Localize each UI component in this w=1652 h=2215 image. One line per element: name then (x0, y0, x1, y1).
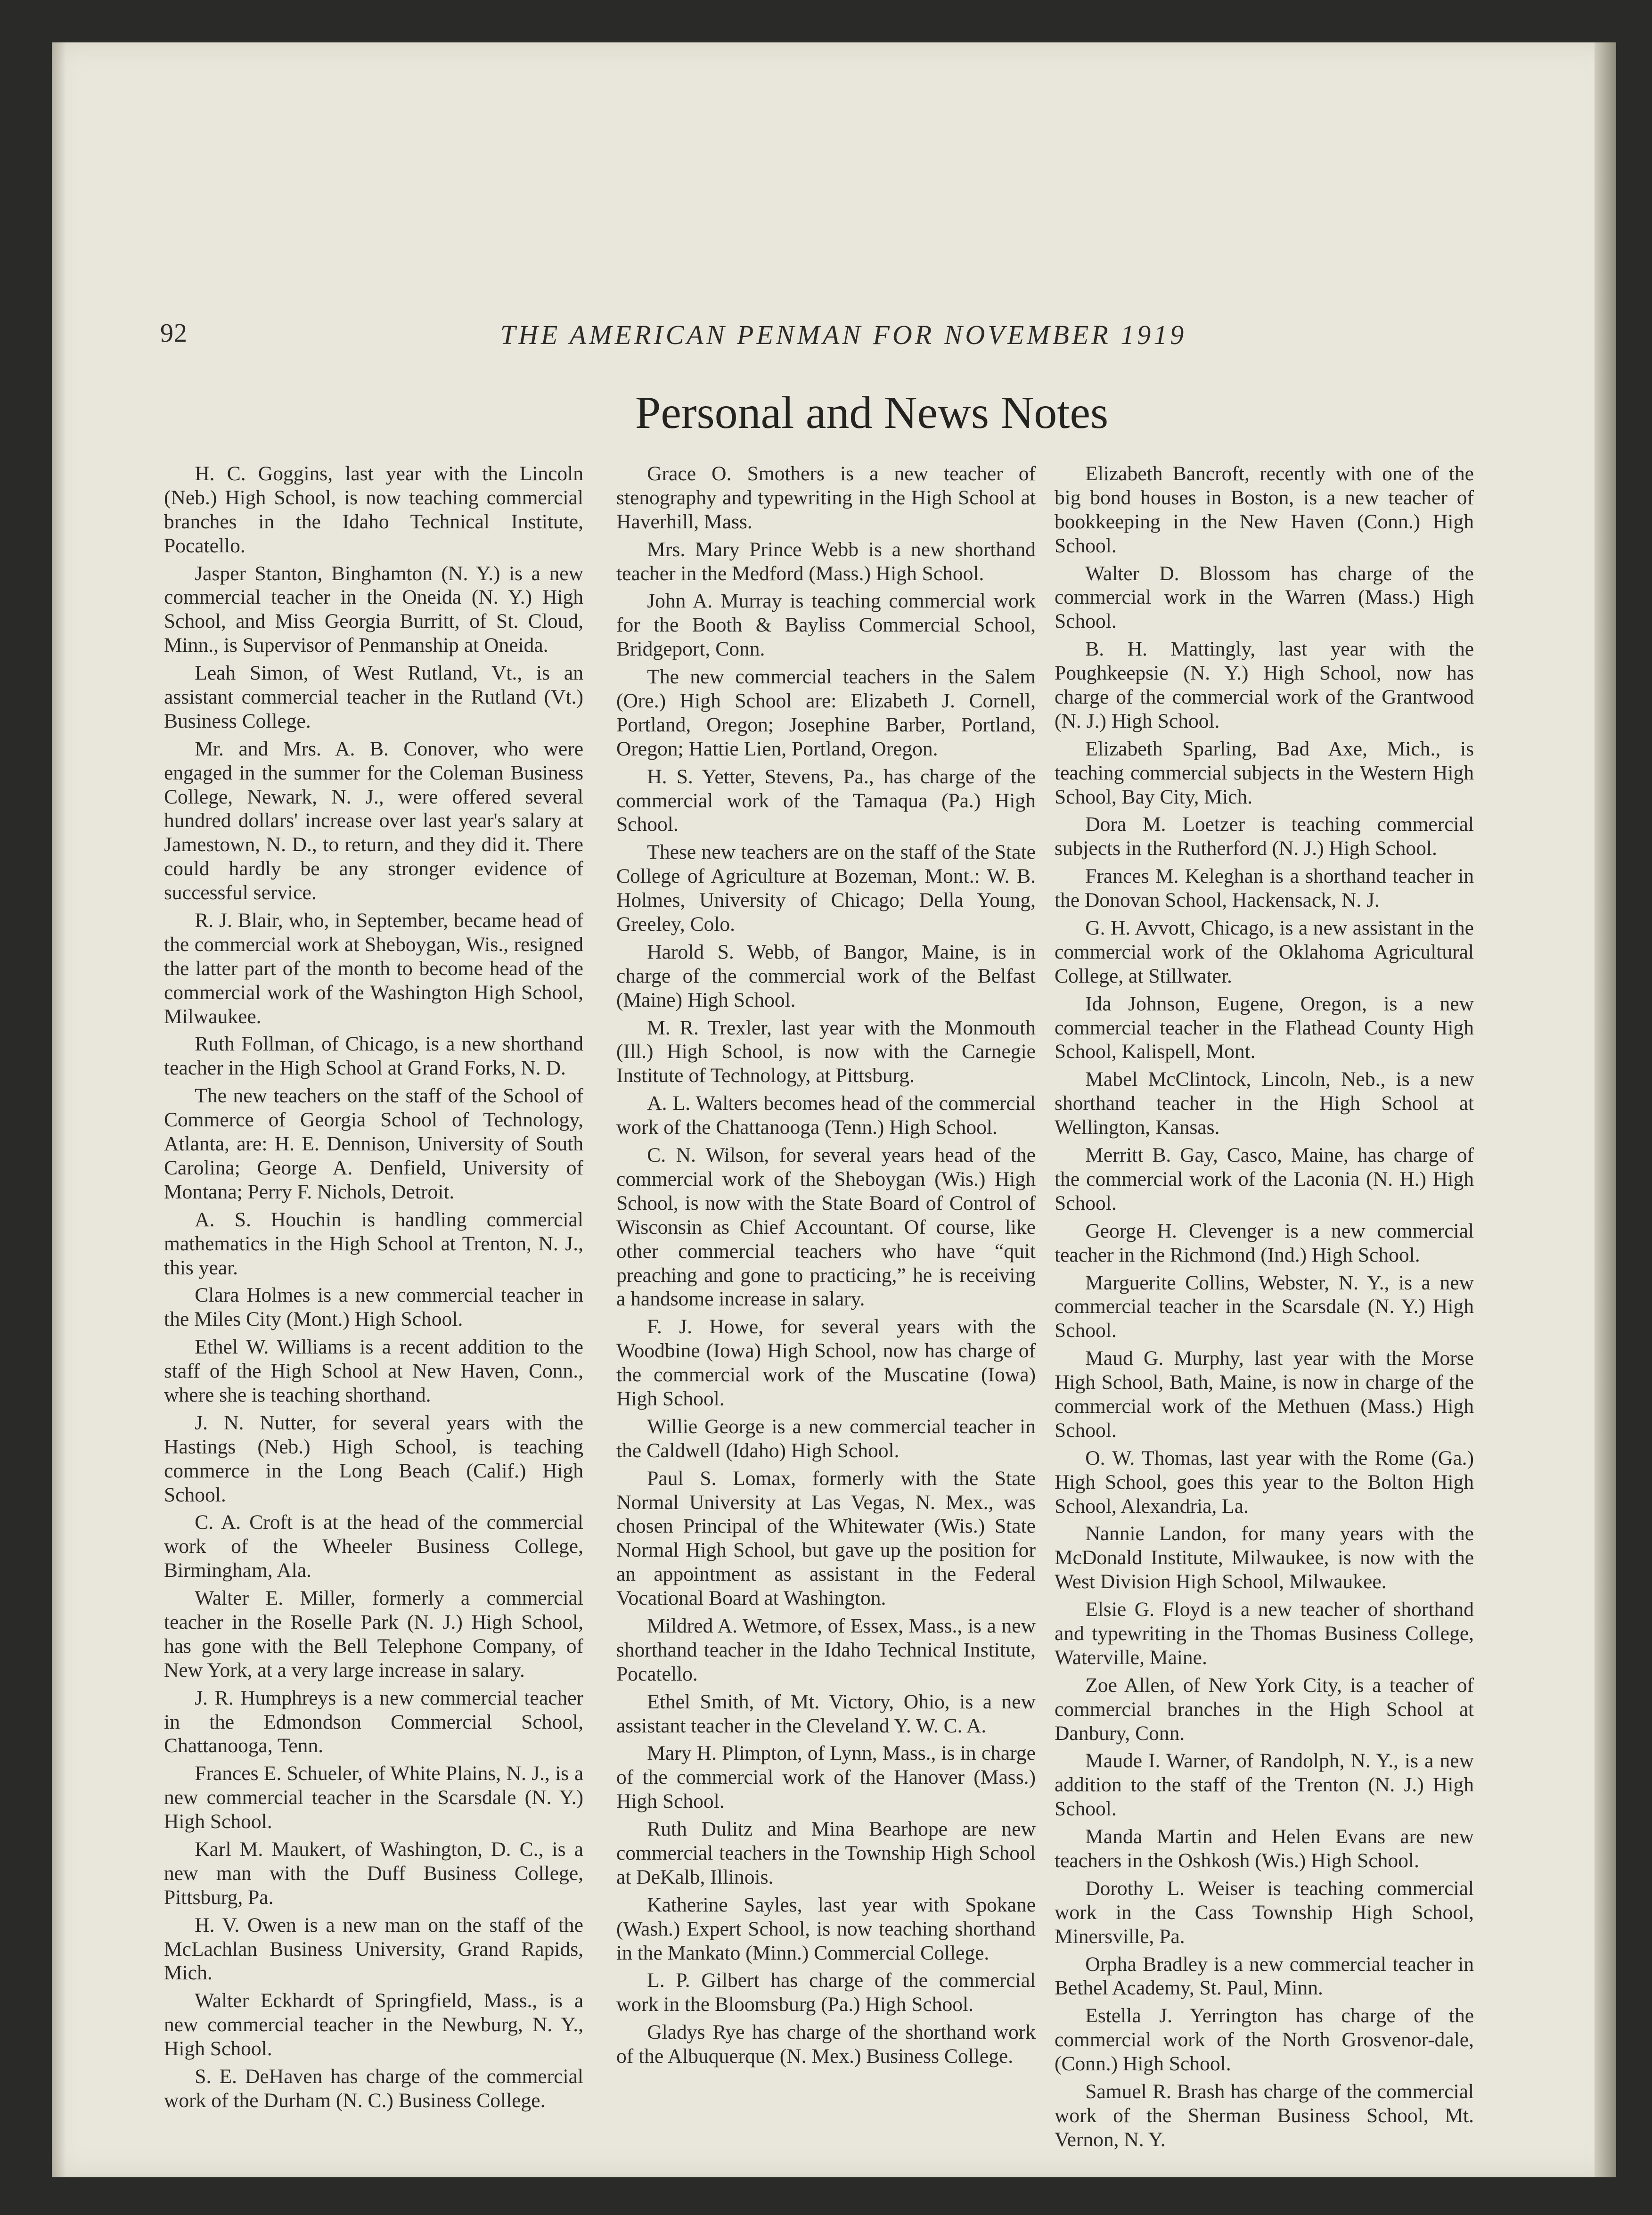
news-note: C. A. Croft is at the head of the commercial work of the Wheeler Business College, Birmingham, Ala. (164, 1511, 583, 1582)
news-note: Walter Eckhardt of Springfield, Mass., is a new commercial teacher in the Newburg, N. Y., High School. (164, 1989, 583, 2060)
news-note: Ruth Dulitz and Mina Bearhope are new commercial teachers in the Township High School at DeKalb, Illinois. (616, 1818, 1036, 1888)
news-note: Mr. and Mrs. A. B. Conover, who were engaged in the summer for the Coleman Business College, Newark, N. J., were offered several hundred dollars' increase over last year's salary at Jamestown, N. D., to return, and they did it. There could hardly be any stronger evidence of successful service. (164, 737, 583, 904)
news-note: Marguerite Collins, Webster, N. Y., is a new commercial teacher in the Scarsdale (N. Y.) High School. (1055, 1271, 1474, 1342)
news-note: A. S. Houchin is handling commercial mathematics in the High School at Trenton, N. J., this year. (164, 1208, 583, 1279)
news-note: Maud G. Murphy, last year with the Morse High School, Bath, Maine, is now in charge of the commercial work of the Methuen (Mass.) High School. (1055, 1347, 1474, 1442)
column-2 (616, 462, 1036, 2168)
news-note: Elizabeth Bancroft, recently with one of the big bond houses in Boston, is a new teacher of bookkeeping in the New Haven (Conn.) High School. (1055, 462, 1474, 557)
column-1 (164, 462, 583, 2168)
news-note: Samuel R. Brash has charge of the commercial work of the Sherman Business School, Mt. Vernon, N. Y. (1055, 2080, 1474, 2151)
news-note: The new commercial teachers in the Salem (Ore.) High School are: Elizabeth J. Cornell, Portland, Oregon; Josephine Barber, Portland, Oregon; Hattie Lien, Portland, Oregon. (616, 665, 1036, 760)
news-note: G. H. Avvott, Chicago, is a new assistant in the commercial work of the Oklahoma Agricultural College, at Stillwater. (1055, 917, 1474, 987)
news-note: Paul S. Lomax, formerly with the State Normal University at Las Vegas, N. Mex., was chosen Principal of the Whitewater (Wis.) State Normal High School, but gave up the position for an appointment as assistant in the Federal Vocational Board at Washington. (616, 1467, 1036, 1610)
news-note: B. H. Mattingly, last year with the Poughkeepsie (N. Y.) High School, now has charge of the commercial work of the Grantwood (N. J.) High School. (1055, 638, 1474, 732)
news-note: Jasper Stanton, Binghamton (N. Y.) is a new commercial teacher in the Oneida (N. Y.) High School, and Miss Georgia Burritt, of St. Cloud, Minn., is Supervisor of Penmanship at Oneida. (164, 562, 583, 657)
news-note: Dora M. Loetzer is teaching commercial subjects in the Rutherford (N. J.) High School. (1055, 813, 1474, 860)
news-note: Walter E. Miller, formerly a commercial teacher in the Roselle Park (N. J.) High School, has gone with the Bell Telephone Company, of New York, at a very large increase in salary. (164, 1587, 583, 1682)
scanned-page (52, 42, 1616, 2177)
news-note: Ida Johnson, Eugene, Oregon, is a new commercial teacher in the Flathead County High School, Kalispell, Mont. (1055, 992, 1474, 1063)
news-note: Katherine Sayles, last year with Spokane (Wash.) Expert School, is now teaching shorthand in the Mankato (Minn.) Commercial College. (616, 1893, 1036, 1964)
news-note: Harold S. Webb, of Bangor, Maine, is in charge of the commercial work of the Belfast (Maine) High School. (616, 940, 1036, 1011)
news-note: These new teachers are on the staff of the State College of Agriculture at Bozeman, Mont.: W. B. Holmes, University of Chicago; Della Young, Greeley, Colo. (616, 841, 1036, 936)
news-note: Ethel W. Williams is a recent addition to the staff of the High School at New Haven, Conn., where she is teaching shorthand. (164, 1336, 583, 1406)
news-note: M. R. Trexler, last year with the Monmouth (Ill.) High School, is now with the Carnegie Institute of Technology, at Pittsburg. (616, 1016, 1036, 1087)
news-note: H. V. Owen is a new man on the staff of the McLachlan Business University, Grand Rapids, Mich. (164, 1913, 583, 1985)
column-3 (1055, 462, 1474, 2168)
news-note: L. P. Gilbert has charge of the commercial work in the Bloomsburg (Pa.) High School. (616, 1969, 1036, 2016)
section-title: Personal and News Notes (635, 387, 1109, 438)
news-note: Clara Holmes is a new commercial teacher in the Miles City (Mont.) High School. (164, 1284, 583, 1331)
news-note: Ruth Follman, of Chicago, is a new shorthand teacher in the High School at Grand Forks, N. D. (164, 1033, 583, 1080)
news-note: Ethel Smith, of Mt. Victory, Ohio, is a new assistant teacher in the Cleveland Y. W. C. A. (616, 1690, 1036, 1737)
news-note: H. C. Goggins, last year with the Lincoln (Neb.) High School, is now teaching commercial branches in the Idaho Technical Institute, Pocatello. (164, 462, 583, 557)
news-note: Leah Simon, of West Rutland, Vt., is an assistant commercial teacher in the Rutland (Vt.) Business College. (164, 662, 583, 732)
news-note: Estella J. Yerrington has charge of the commercial work of the North Grosvenor-dale, (Conn.) High School. (1055, 2004, 1474, 2076)
news-note: J. R. Humphreys is a new commercial teacher in the Edmondson Commercial School, Chattanooga, Tenn. (164, 1686, 583, 1757)
news-note: Dorothy L. Weiser is teaching commercial work in the Cass Township High School, Minersville, Pa. (1055, 1877, 1474, 1948)
news-note: Manda Martin and Helen Evans are new teachers in the Oshkosh (Wis.) High School. (1055, 1825, 1474, 1872)
news-note: Mrs. Mary Prince Webb is a new shorthand teacher in the Medford (Mass.) High School. (616, 538, 1036, 585)
news-note: F. J. Howe, for several years with the Woodbine (Iowa) High School, now has charge of the commercial work of the Muscatine (Iowa) High School. (616, 1315, 1036, 1410)
news-note: H. S. Yetter, Stevens, Pa., has charge of the commercial work of the Tamaqua (Pa.) High School. (616, 765, 1036, 836)
page-number: 92 (160, 319, 188, 348)
news-note: Frances M. Keleghan is a shorthand teacher in the Donovan School, Hackensack, N. J. (1055, 865, 1474, 912)
news-note: Maude I. Warner, of Randolph, N. Y., is a new addition to the staff of the Trenton (N. J.) High School. (1055, 1749, 1474, 1821)
running-head (160, 318, 1244, 361)
news-note: Gladys Rye has charge of the shorthand work of the Albuquerque (N. Mex.) Business College. (616, 2021, 1036, 2068)
news-note: Willie George is a new commercial teacher in the Caldwell (Idaho) High School. (616, 1415, 1036, 1462)
news-note: C. N. Wilson, for several years head of the commercial work of the Sheboygan (Wis.) High School, is now with the State Board of Control of Wisconsin as Chief Accountant. Of course, like other commercial teachers who have “quit preaching and gone to practicing,” he is receiving a handsome increase in salary. (616, 1144, 1036, 1311)
news-note: O. W. Thomas, last year with the Rome (Ga.) High School, goes this year to the Bolton High School, Alexandria, La. (1055, 1446, 1474, 1518)
news-note: Frances E. Schueler, of White Plains, N. J., is a new commercial teacher in the Scarsdale (N. Y.) High School. (164, 1762, 583, 1833)
news-note: Elizabeth Sparling, Bad Axe, Mich., is teaching commercial subjects in the Western High School, Bay City, Mich. (1055, 737, 1474, 808)
news-note: Orpha Bradley is a new commercial teacher in Bethel Academy, St. Paul, Minn. (1055, 1952, 1474, 2000)
news-note: R. J. Blair, who, in September, became head of the commercial work at Sheboygan, Wis., resigned the latter part of the month to become head of the commercial work of the Washington High School, Milwaukee. (164, 909, 583, 1028)
news-note: Walter D. Blossom has charge of the commercial work in the Warren (Mass.) High School. (1055, 562, 1474, 633)
news-note: Mabel McClintock, Lincoln, Neb., is a new shorthand teacher in the High School at Wellington, Kansas. (1055, 1068, 1474, 1139)
news-note: Zoe Allen, of New York City, is a teacher of commercial branches in the High School at Danbury, Conn. (1055, 1674, 1474, 1745)
news-note: A. L. Walters becomes head of the commercial work of the Chattanooga (Tenn.) High School. (616, 1092, 1036, 1139)
news-note: Grace O. Smothers is a new teacher of stenography and typewriting in the High School at Haverhill, Mass. (616, 462, 1036, 533)
news-note: George H. Clevenger is a new commercial teacher in the Richmond (Ind.) High School. (1055, 1219, 1474, 1266)
text-columns (52, 462, 1616, 2168)
news-note: Elsie G. Floyd is a new teacher of shorthand and typewriting in the Thomas Business College, Waterville, Maine. (1055, 1598, 1474, 1669)
journal-title: THE AMERICAN PENMAN FOR NOVEMBER 1919 (500, 320, 1187, 350)
news-note: Nannie Landon, for many years with the McDonald Institute, Milwaukee, is now with the West Division High School, Milwaukee. (1055, 1522, 1474, 1593)
news-note: Mary H. Plimpton, of Lynn, Mass., is in charge of the commercial work of the Hanover (Mass.) High School. (616, 1742, 1036, 1813)
news-note: Karl M. Maukert, of Washington, D. C., is a new man with the Duff Business College, Pittsburg, Pa. (164, 1838, 583, 1909)
news-note: The new teachers on the staff of the School of Commerce of Georgia School of Technology, Atlanta, are: H. E. Dennison, University of South Carolina; George A. Denfield, University of Montana; Perry F. Nichols, Detroit. (164, 1084, 583, 1203)
news-note: Merritt B. Gay, Casco, Maine, has charge of the commercial work of the Laconia (N. H.) High School. (1055, 1144, 1474, 1214)
news-note: J. N. Nutter, for several years with the Hastings (Neb.) High School, is teaching commerce in the Long Beach (Calif.) High School. (164, 1411, 583, 1506)
news-note: Mildred A. Wetmore, of Essex, Mass., is a new shorthand teacher in the Idaho Technical Institute, Pocatello. (616, 1614, 1036, 1685)
news-note: S. E. DeHaven has charge of the commercial work of the Durham (N. C.) Business College. (164, 2065, 583, 2112)
news-note: John A. Murray is teaching commercial work for the Booth & Bayliss Commercial School, Bridgeport, Conn. (616, 590, 1036, 661)
